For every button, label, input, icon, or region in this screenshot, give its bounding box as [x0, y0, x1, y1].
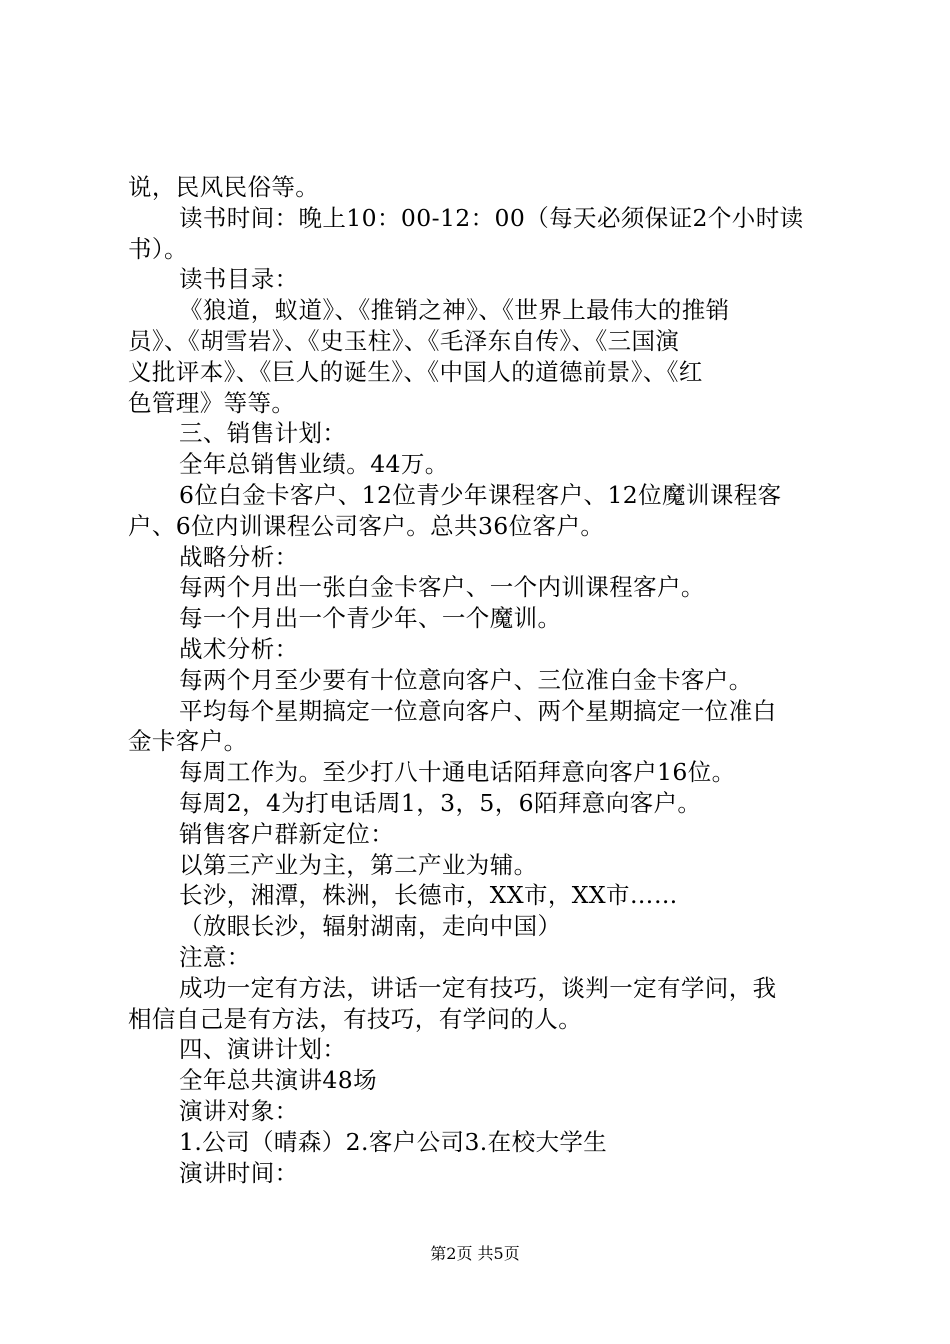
text-line: 员》、《胡雪岩》、《史玉柱》、《毛泽东自传》、《三国演	[128, 326, 680, 355]
text-line: 全年总销售业绩。44万。	[179, 450, 449, 479]
text-line: 读书目录：	[179, 265, 299, 294]
text-line: 每周工作为。至少打八十通电话陌拜意向客户16位。	[179, 758, 736, 787]
text-line: 三、销售计划：	[179, 419, 347, 448]
text-line: 战术分析：	[179, 634, 299, 663]
text-line: 说，民风民俗等。	[128, 173, 320, 201]
text-line: 演讲对象：	[179, 1096, 299, 1125]
text-line: 户、6位内训课程公司客户。总共36位客户。	[128, 511, 605, 540]
text-line: 平均每个星期搞定一位意向客户、两个星期搞定一位准白	[179, 696, 777, 725]
text-line: 书）。	[128, 234, 188, 263]
page-footer: 第2页 共5页	[430, 1244, 520, 1263]
text-line: 注意：	[179, 942, 251, 971]
text-line: 义批评本》、《巨人的诞生》、《中国人的道德前景》、《红	[128, 357, 703, 386]
text-line: 演讲时间：	[179, 1158, 299, 1187]
text-line: （放眼长沙，辐射湖南，走向中国）	[179, 912, 562, 941]
text-line: 每两个月出一张白金卡客户、一个内训课程客户。	[179, 573, 705, 602]
text-line: 相信自己是有方法，有技巧，有学问的人。	[128, 1004, 583, 1033]
text-line: 以第三产业为主，第二产业为辅。	[179, 850, 538, 879]
text-line: 每两个月至少要有十位意向客户、三位准白金卡客户。	[179, 665, 753, 694]
text-line: 1.公司（晴森）2.客户公司3.在校大学生	[179, 1127, 608, 1156]
text-line: 读书时间：晚上10：00-12：00（每天必须保证2个小时读	[179, 203, 804, 232]
text-line: 销售客户群新定位：	[179, 819, 395, 848]
text-line: 6位白金卡客户、12位青少年课程客户、12位魔训课程客	[179, 480, 782, 509]
text-line: 成功一定有方法，讲话一定有技巧，谈判一定有学问，我	[179, 973, 777, 1002]
text-line: 全年总共演讲48场	[179, 1066, 378, 1095]
text-line: 色管理》等等。	[128, 388, 296, 417]
text-line: 金卡客户。	[128, 727, 248, 756]
text-line: 每周2，4为打电话周1，3，5，6陌拜意向客户。	[179, 788, 702, 817]
document-body	[128, 172, 834, 1188]
text-line: 每一个月出一个青少年、一个魔训。	[179, 604, 562, 633]
text-line: 长沙，湘潭，株洲，长德市，XX市，XX市……	[179, 881, 678, 910]
text-line: 《狼道，蚁道》、《推销之神》、《世界上最伟大的推销	[179, 296, 730, 325]
text-line: 四、演讲计划：	[179, 1035, 347, 1064]
text-line: 战略分析：	[179, 542, 299, 571]
